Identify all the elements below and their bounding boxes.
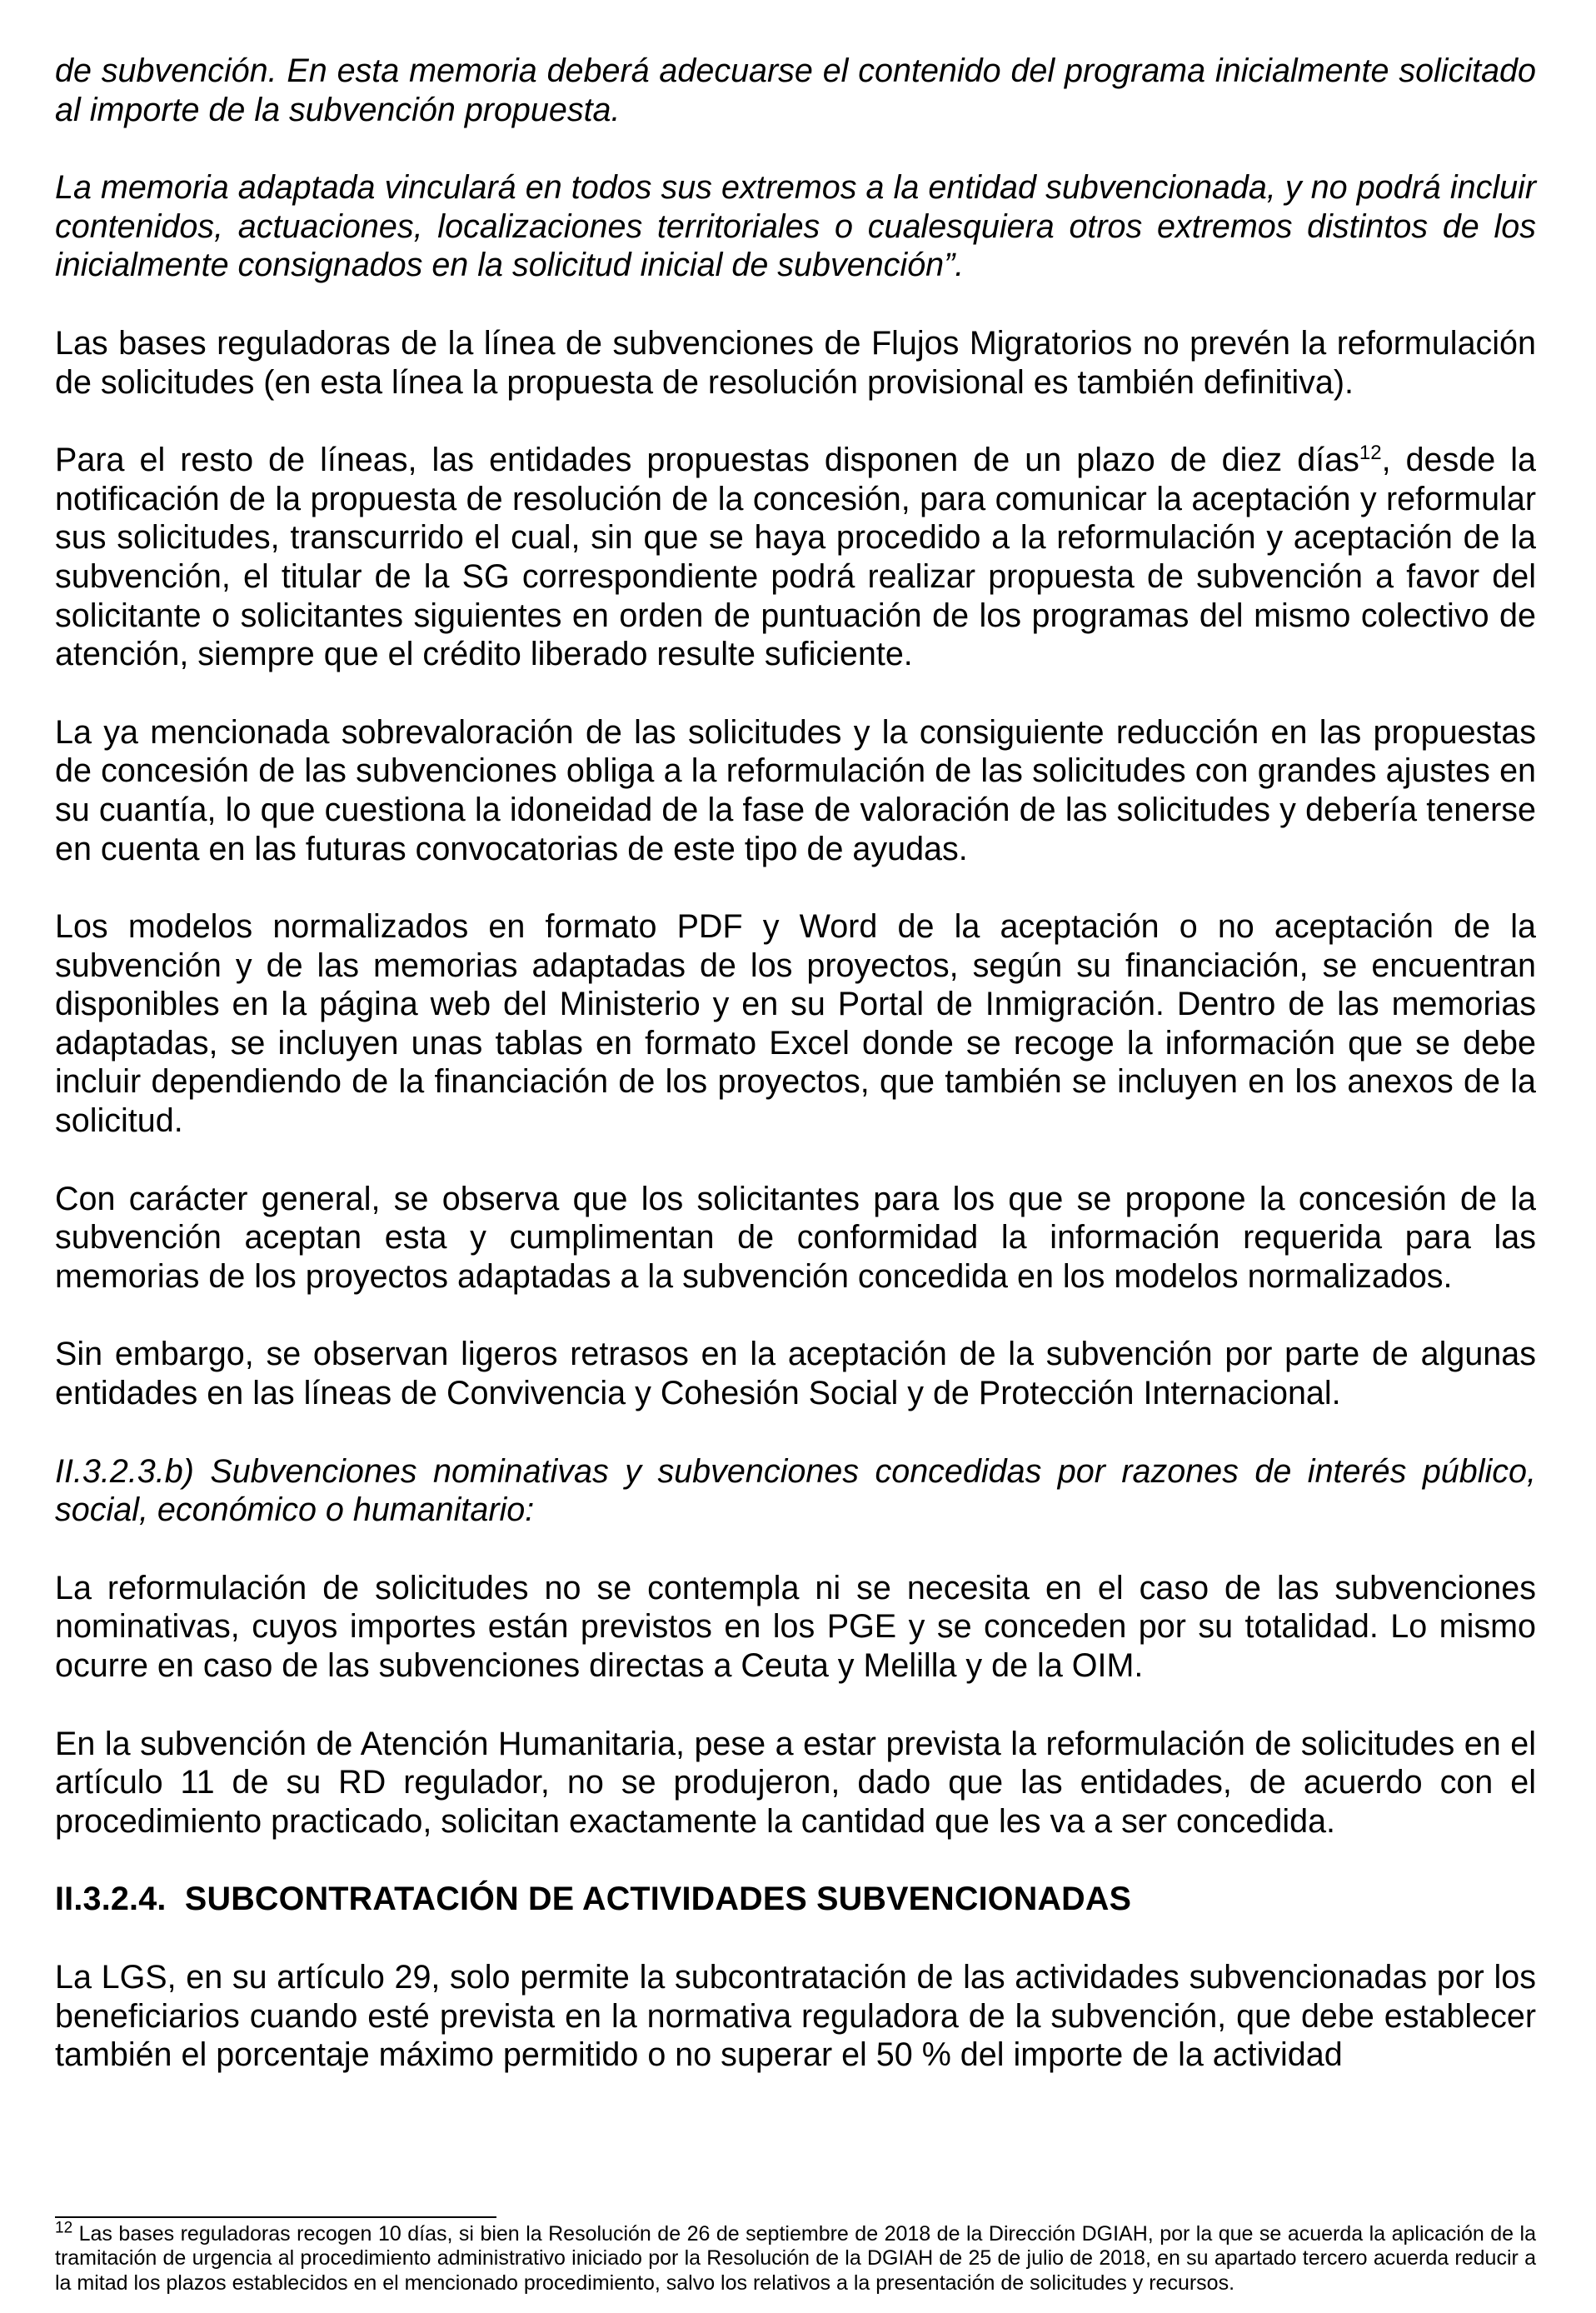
paragraph-plazo-text-end: , desde la notificación de la propuesta de resolución de la concesión, para comunicar la aceptación y reformular sus solicitudes, transcurrido el cual, sin que se haya procedido a la reformulación y aceptación de la subvención, el titular de la SG correspondiente podrá realizar propuesta de subvención a favor del solicitante o solicitantes siguientes en orden de puntuación de los programas del mismo colectivo de atención, siempre que el crédito liberado resulte suficiente. <box>55 442 1536 673</box>
paragraph-flujos-migratorios: Las bases reguladoras de la línea de subvenciones de Flujos Migratorios no prevén la reformulación de solicitudes (en esta línea la propuesta de resolución provisional es también definitiva). <box>55 324 1536 401</box>
footnote-divider <box>55 2216 496 2218</box>
paragraph-memoria-importe: de subvención. En esta memoria deberá adecuarse el contenido del programa inicialmente solicitado al importe de la subvención propuesta. <box>55 52 1536 128</box>
footnote-text: Las bases reguladoras recogen 10 días, si bien la Resolución de 26 de septiembre de 2018 de la Dirección DGIAH, por la que se acuerda la aplicación de la tramitación de urgencia al procedimiento administrativo iniciado por la Resolución de la DGIAH de 25 de julio de 2018, en su apartado tercero acuerda reducir a la mitad los plazos establecidos en el mencionado procedimiento, salvo los relativos a la presentación de solicitudes y recursos. <box>55 2222 1536 2295</box>
footnote <box>55 2219 1536 2296</box>
section-number: II.3.2.4. <box>55 1881 167 1918</box>
paragraph-plazo-diez-dias <box>55 441 1536 674</box>
document-body <box>55 52 1536 2075</box>
paragraph-reformulacion-nominativas: La reformulación de solicitudes no se contempla ni se necesita en el caso de las subvenciones nominativas, cuyos importes están previstos en los PGE y se conceden por su totalidad. Lo mismo ocurre en caso de las subvenciones directas a Ceuta y Melilla y de la OIM. <box>55 1569 1536 1684</box>
section-heading <box>55 1880 1536 1919</box>
paragraph-memoria-adaptada: La memoria adaptada vinculará en todos sus extremos a la entidad subvencionada, y no podrá incluir contenidos, actuaciones, localizaciones territoriales o cualesquiera otros extremos distintos de los inicialmente consignados en la solicitud inicial de subvención”. <box>55 169 1536 284</box>
paragraph-sobrevaloracion: La ya mencionada sobrevaloración de las solicitudes y la consiguiente reducción en las propuestas de concesión de las subvenciones obliga a la reformulación de las solicitudes con grandes ajustes en su cuantía, lo que cuestiona la idoneidad de la fase de valoración de las solicitudes y debería tenerse en cuenta en las futuras convocatorias de este tipo de ayudas. <box>55 713 1536 867</box>
paragraph-caracter-general: Con carácter general, se observa que los solicitantes para los que se propone la concesión de la subvención aceptan esta y cumplimentan de conformidad la información requerida para las memorias de los proyectos adaptadas a la subvención concedida en los modelos normalizados. <box>55 1180 1536 1295</box>
paragraph-plazo-text-start: Para el resto de líneas, las entidades propuestas disponen de un plazo de diez días <box>55 442 1359 479</box>
paragraph-lgs-articulo-29: La LGS, en su artículo 29, solo permite la subcontratación de las actividades subvencionadas por los beneficiarios cuando esté prevista en la normativa reguladora de la subvención, que debe establecer también el porcentaje máximo permitido o no superar el 50 % del importe de la actividad <box>55 1958 1536 2074</box>
paragraph-ligeros-retrasos: Sin embargo, se observan ligeros retrasos en la aceptación de la subvención por parte de algunas entidades en las líneas de Convivencia y Cohesión Social y de Protección Internacional. <box>55 1336 1536 1412</box>
paragraph-atencion-humanitaria: En la subvención de Atención Humanitaria, pese a estar prevista la reformulación de solicitudes en el artículo 11 de su RD regulador, no se produjeron, dado que las entidades, de acuerdo con el procedimiento practicado, solicitan exactamente la cantidad que les va a ser concedida. <box>55 1725 1536 1840</box>
footnote-reference: 12 <box>1359 442 1382 464</box>
paragraph-modelos-normalizados: Los modelos normalizados en formato PDF y Word de la aceptación o no aceptación de la subvención y de las memorias adaptadas de los proyectos, según su financiación, se encuentran disponibles en la página web del Ministerio y en su Portal de Inmigración. Dentro de las memorias adaptadas, se incluyen unas tablas en formato Excel donde se recoge la información que se debe incluir dependiendo de la financiación de los proyectos, que también se incluyen en los anexos de la solicitud. <box>55 908 1536 1140</box>
footnote-number: 12 <box>55 2219 73 2237</box>
section-title: SUBCONTRATACIÓN DE ACTIVIDADES SUBVENCIONADAS <box>184 1881 1132 1918</box>
subsection-title-nominativas: II.3.2.3.b) Subvenciones nominativas y subvenciones concedidas por razones de interés público, social, económico o humanitario: <box>55 1452 1536 1529</box>
